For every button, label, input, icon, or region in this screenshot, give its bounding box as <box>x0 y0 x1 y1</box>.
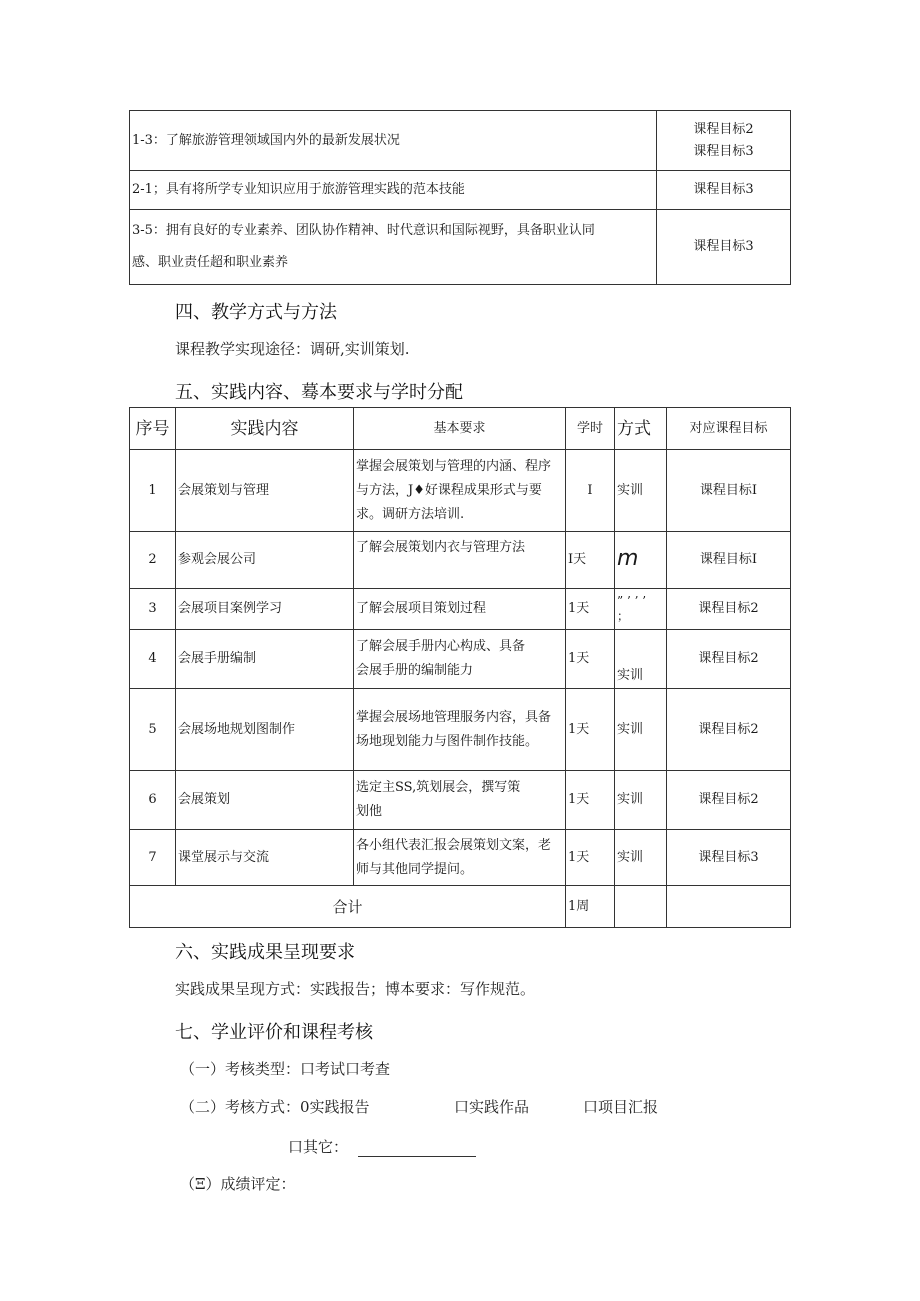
practice-table <box>129 407 791 928</box>
req-line: 会展手册的编制能力 <box>356 663 474 678</box>
row-target: 课程目标2 <box>667 630 791 689</box>
req-line: 各小组代表汇报会展策划文案，老 <box>356 837 552 853</box>
objective-target <box>657 111 791 171</box>
row-hours: 1天 <box>566 689 615 771</box>
row-req <box>354 771 566 830</box>
objective-desc: 2-1；具有将所学专业知识应用于旅游管理实践的范本技能 <box>130 171 657 210</box>
row-target: 课程目标I <box>667 450 791 532</box>
objective-desc <box>130 210 657 285</box>
row-content: 会展策划 <box>176 771 354 830</box>
row-req <box>354 450 566 532</box>
row-hours: 1天 <box>566 630 615 689</box>
row-content: 会展策划与管理 <box>176 450 354 532</box>
row-req <box>354 532 566 589</box>
total-mode <box>615 886 667 928</box>
row-hours: 1天 <box>566 771 615 830</box>
objective-desc: 1-3：了解旅游管理领域国内外的最新发展状况 <box>130 111 657 171</box>
mode-glyph: m <box>617 545 639 571</box>
section6-heading: 六、实践成果呈现要求 <box>175 942 355 963</box>
section7-heading: 七、学业评价和课程考核 <box>175 1022 373 1043</box>
req-line: 了解会展项目策划过程 <box>356 601 487 616</box>
row-seq: 1 <box>130 450 176 532</box>
row-mode: 实训 <box>615 450 667 532</box>
row-req <box>354 589 566 630</box>
req-line: 求。调研方法培训. <box>356 506 465 522</box>
section5-heading: 五、实践内容、蓦本要求与学时分配 <box>175 382 463 403</box>
row-content: 会展项目案例学习 <box>176 589 354 630</box>
desc-line: 感、职业责任超和职业素养 <box>132 255 289 270</box>
header-seq: 序号 <box>130 408 176 450</box>
req-line: 掌握会展场地管理服务内容，具备 <box>356 709 552 725</box>
target-line: 课程目标3 <box>693 143 754 159</box>
req-line: 掌握会展策划与管理的内涵、程序 <box>356 458 552 474</box>
req-line: 与方法，J♦好课程成果形式与要 <box>356 482 542 498</box>
other-blank-field[interactable] <box>358 1140 476 1157</box>
row-hours: 1天 <box>566 589 615 630</box>
header-hours: 学时 <box>566 408 615 450</box>
section6-text: 实践成果呈现方式：实践报告；博本要求：写作规范。 <box>175 980 536 998</box>
row-mode: 实训 <box>615 689 667 771</box>
total-hours: 1周 <box>566 886 615 928</box>
req-line: 了解会展手册内心构成、具备 <box>356 639 526 654</box>
header-content: 实践内容 <box>176 408 354 450</box>
row-content: 参观会展公司 <box>176 532 354 589</box>
row-hours: 1天 <box>566 830 615 886</box>
row-req <box>354 630 566 689</box>
req-line: 了解会展策划内衣与管理方法 <box>356 540 526 555</box>
row-target: 课程目标2 <box>667 689 791 771</box>
mode-line: ” ’ ’ ’ <box>617 594 647 608</box>
header-req: 基本要求 <box>354 408 566 450</box>
other-label: 口其它： <box>288 1138 349 1156</box>
objective-target: 课程目标3 <box>657 210 791 285</box>
row-mode: 实训 <box>615 630 667 689</box>
row-seq: 6 <box>130 771 176 830</box>
row-mode <box>615 532 667 589</box>
header-mode: 方式 <box>615 408 667 450</box>
assessment-method: （二）考核方式：0实践报告 <box>180 1098 370 1116</box>
row-hours: I天 <box>566 532 615 589</box>
header-target: 对应课程目标 <box>667 408 791 450</box>
assessment-type: （一）考核类型：口考试口考查 <box>180 1060 391 1078</box>
objectives-table <box>129 110 791 285</box>
target-line: 课程目标2 <box>693 121 754 137</box>
row-mode: 实训 <box>615 771 667 830</box>
row-hours: I <box>566 450 615 532</box>
row-seq: 4 <box>130 630 176 689</box>
row-req <box>354 830 566 886</box>
req-line: 场地现划能力与图件制作技能。 <box>356 733 539 749</box>
row-content: 会展场地规划图制作 <box>176 689 354 771</box>
grading-heading: （Ξ）成绩评定： <box>180 1175 296 1193</box>
row-target: 课程目标I <box>667 532 791 589</box>
row-seq: 3 <box>130 589 176 630</box>
total-label: 合计 <box>130 886 566 928</box>
row-target: 课程目标3 <box>667 830 791 886</box>
row-content: 课堂展示与交流 <box>176 830 354 886</box>
row-mode: 实训 <box>615 830 667 886</box>
assessment-option-report: 口项目汇报 <box>583 1098 659 1116</box>
section4-text: 课程教学实现途径：调研,实训策划. <box>175 340 410 358</box>
row-content: 会展手册编制 <box>176 630 354 689</box>
row-seq: 2 <box>130 532 176 589</box>
req-line: 选定主SS,筑划展会，撰写策 <box>356 780 521 795</box>
assessment-option-works: 口实践作品 <box>454 1098 530 1116</box>
assessment-other <box>288 1136 476 1157</box>
row-target: 课程目标2 <box>667 771 791 830</box>
row-seq: 5 <box>130 689 176 771</box>
mode-line: ； <box>617 609 630 623</box>
desc-line: 3-5：拥有良好的专业素养、团队协作精神、时代意识和国际视野，具备职业认同 <box>132 223 595 238</box>
section4-heading: 四、教学方式与方法 <box>175 302 337 323</box>
req-line: 划他 <box>356 804 383 819</box>
row-seq: 7 <box>130 830 176 886</box>
total-target <box>667 886 791 928</box>
req-line: 师与其他同学提问。 <box>356 861 474 877</box>
row-req <box>354 689 566 771</box>
row-mode <box>615 589 667 630</box>
objective-target: 课程目标3 <box>657 171 791 210</box>
row-target: 课程目标2 <box>667 589 791 630</box>
